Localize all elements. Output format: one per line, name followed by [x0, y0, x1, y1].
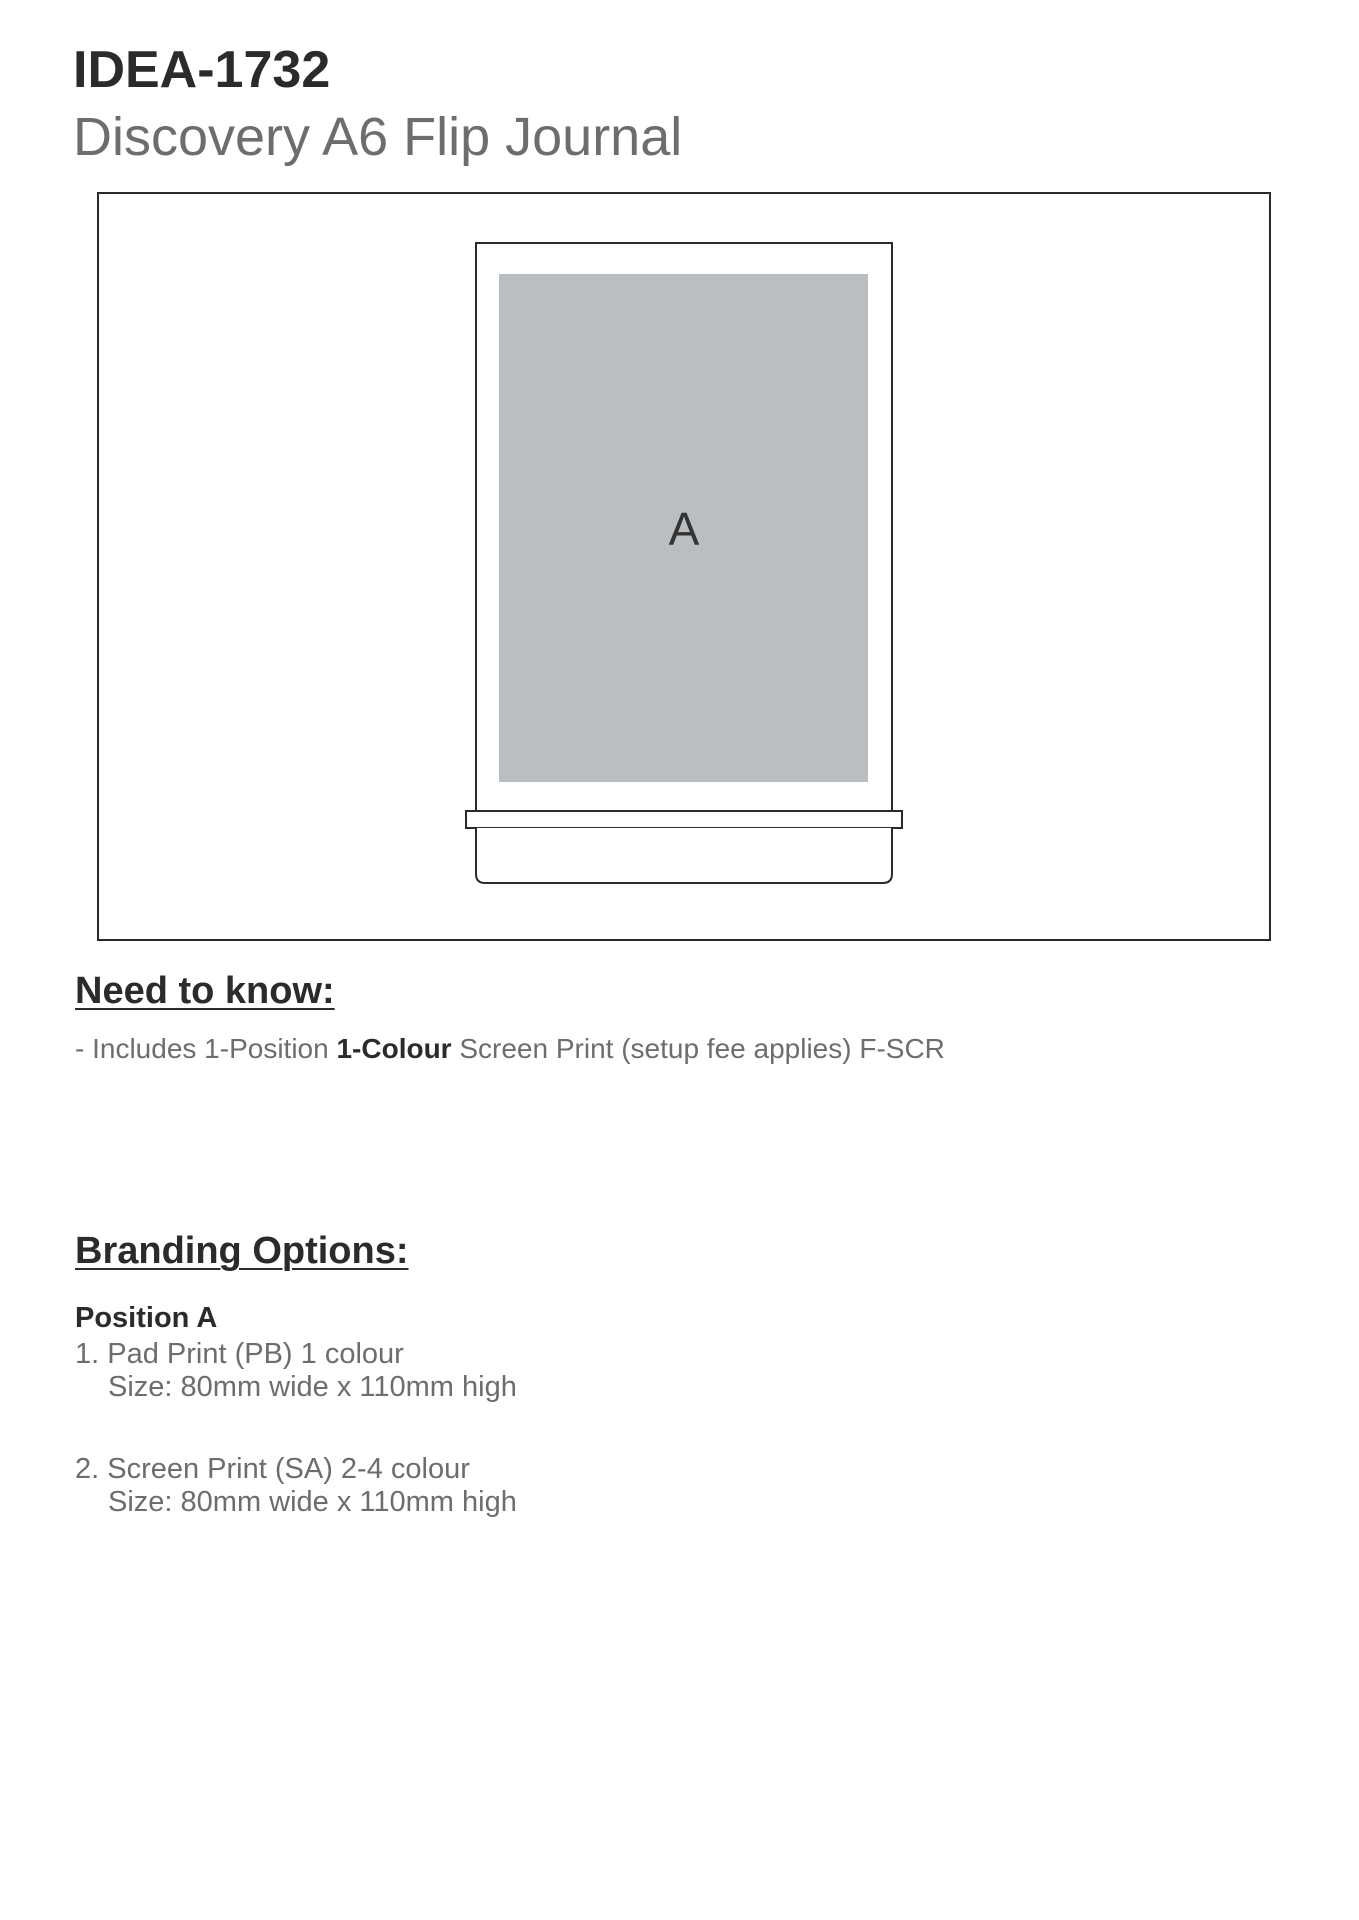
need-to-know-note	[75, 1032, 945, 1066]
product-name: Discovery A6 Flip Journal	[73, 107, 683, 167]
product-diagram	[97, 192, 1271, 941]
note-prefix: - Includes 1-Position	[75, 1033, 337, 1064]
option-label: 1. Pad Print (PB) 1 colour	[75, 1338, 404, 1370]
print-position-label: A	[668, 503, 700, 555]
option-size: Size: 80mm wide x 110mm high	[108, 1486, 517, 1518]
product-code: IDEA-1732	[73, 41, 331, 99]
branding-options-heading: Branding Options:	[75, 1230, 409, 1272]
branding-option	[75, 1453, 517, 1519]
note-bold: 1-Colour	[336, 1033, 452, 1064]
need-to-know-heading: Need to know:	[75, 970, 335, 1012]
binding-strip	[466, 811, 902, 828]
journal-bottom-section	[476, 828, 892, 883]
option-size: Size: 80mm wide x 110mm high	[108, 1371, 517, 1403]
journal-drawing	[99, 194, 1269, 939]
position-a-title: Position A	[75, 1302, 218, 1334]
note-suffix: Screen Print (setup fee applies) F-SCR	[451, 1033, 945, 1064]
option-label: 2. Screen Print (SA) 2-4 colour	[75, 1453, 470, 1485]
branding-option	[75, 1338, 517, 1404]
